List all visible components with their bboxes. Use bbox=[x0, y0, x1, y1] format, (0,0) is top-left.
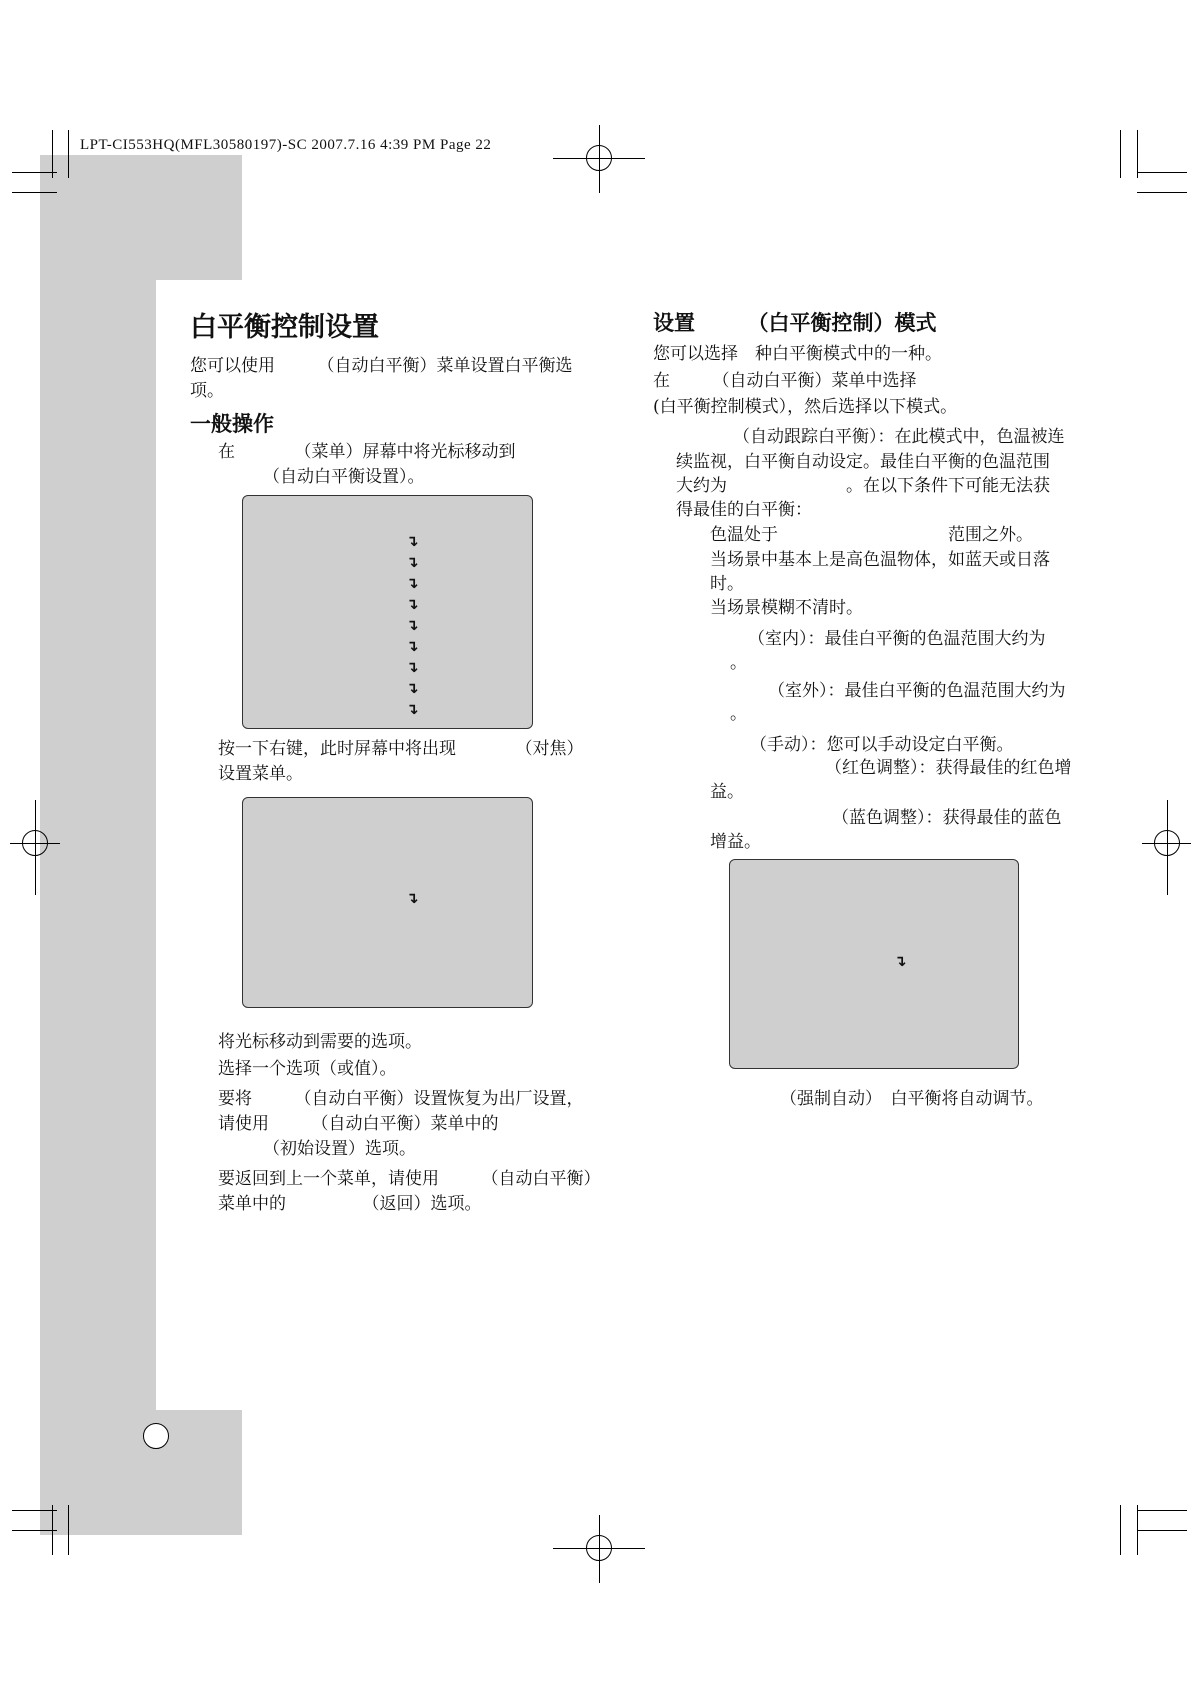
step5-line1: 要将 （自动白平衡）设置恢复为出厂设置， bbox=[218, 1089, 584, 1109]
step3: 将光标移动到需要的选项。 bbox=[218, 1032, 422, 1052]
section-heading: 一般操作 bbox=[190, 412, 274, 436]
wb-arrow: ↴ bbox=[894, 952, 907, 970]
registration-mark-bottom bbox=[599, 1515, 600, 1583]
atw-line1: （自动跟踪白平衡）：在此模式中，色温被连 bbox=[733, 427, 1065, 447]
crop-mark bbox=[12, 1510, 57, 1511]
step1-line2: （自动白平衡设置）。 bbox=[263, 467, 425, 487]
page-number-circle bbox=[143, 1423, 169, 1449]
step4: 选择一个选项（或值）。 bbox=[218, 1059, 397, 1079]
indoor-line2: 。 bbox=[730, 653, 747, 673]
registration-mark-top bbox=[599, 125, 600, 193]
step6-line2: 菜单中的 （返回）选项。 bbox=[218, 1194, 482, 1214]
wb-screen-box bbox=[729, 859, 1019, 1069]
crop-mark bbox=[1120, 130, 1121, 178]
right-intro-2: 在 （自动白平衡）菜单中选择 bbox=[653, 371, 917, 391]
right-intro-1: 您可以选择 种白平衡模式中的一种。 bbox=[653, 344, 942, 364]
manual-line5: 增益。 bbox=[710, 832, 761, 852]
step5-line3: （初始设置）选项。 bbox=[263, 1139, 416, 1159]
menu-arrow: ↴ bbox=[406, 700, 419, 718]
side-tab-bottom bbox=[40, 1410, 242, 1535]
registration-mark-left bbox=[35, 800, 36, 895]
crop-mark bbox=[1137, 1510, 1187, 1511]
menu-screen-box bbox=[242, 495, 533, 729]
atw-line4: 得最佳的白平衡： bbox=[676, 500, 812, 520]
menu-arrow: ↴ bbox=[406, 658, 419, 676]
print-header: LPT-CI553HQ(MFL30580197)-SC 2007.7.16 4:39 PM Page 22 bbox=[80, 137, 492, 153]
step1-line1: 在 （菜单）屏幕中将光标移动到 bbox=[218, 442, 516, 462]
outdoor-line1: （室外）：最佳白平衡的色温范围大约为 bbox=[768, 681, 1066, 701]
side-bar bbox=[40, 155, 156, 1535]
condition-2-line2: 时。 bbox=[710, 574, 744, 594]
crop-mark bbox=[1137, 172, 1187, 173]
menu-arrow: ↴ bbox=[406, 574, 419, 592]
crop-mark bbox=[12, 172, 57, 173]
right-title: 设置 （白平衡控制）模式 bbox=[653, 311, 937, 335]
force-auto: （强制自动） 白平衡将自动调节。 bbox=[780, 1089, 1044, 1109]
indoor-line1: （室内）：最佳白平衡的色温范围大约为 bbox=[748, 629, 1046, 649]
right-intro-3: (白平衡控制模式），然后选择以下模式。 bbox=[653, 397, 958, 417]
page-title: 白平衡控制设置 bbox=[190, 312, 379, 343]
atw-line2: 续监视，白平衡自动设定。最佳白平衡的色温范围 bbox=[676, 452, 1050, 472]
step6-line1: 要返回到上一个菜单，请使用 （自动白平衡） bbox=[218, 1169, 601, 1189]
step5-line2: 请使用 （自动白平衡）菜单中的 bbox=[218, 1114, 499, 1134]
condition-3: 当场景模糊不清时。 bbox=[710, 598, 863, 618]
manual-line3: 益。 bbox=[710, 782, 744, 802]
condition-1: 色温处于 范围之外。 bbox=[710, 525, 1033, 545]
focus-arrow: ↴ bbox=[406, 889, 419, 907]
crop-mark bbox=[1137, 1530, 1187, 1531]
manual-line2: （红色调整）：获得最佳的红色增 bbox=[825, 758, 1072, 778]
outdoor-line2: 。 bbox=[730, 704, 747, 724]
crop-mark bbox=[1137, 192, 1187, 193]
registration-mark-right bbox=[1167, 800, 1168, 895]
step2-line2: 设置菜单。 bbox=[218, 764, 303, 784]
left-intro-2: 项。 bbox=[190, 381, 224, 401]
menu-arrow: ↴ bbox=[406, 679, 419, 697]
menu-arrow: ↴ bbox=[406, 553, 419, 571]
step2-line1: 按一下右键，此时屏幕中将出现 （对焦） bbox=[218, 739, 584, 759]
left-intro-1: 您可以使用 （自动白平衡）菜单设置白平衡选 bbox=[190, 356, 573, 376]
crop-mark bbox=[1137, 130, 1138, 178]
atw-line3: 大约为 。在以下条件下可能无法获 bbox=[676, 476, 1050, 496]
focus-screen-box bbox=[242, 797, 533, 1008]
crop-mark bbox=[68, 130, 69, 178]
menu-arrow: ↴ bbox=[406, 532, 419, 550]
manual-line1: （手动）：您可以手动设定白平衡。 bbox=[750, 735, 1014, 755]
crop-mark bbox=[12, 192, 57, 193]
menu-arrow: ↴ bbox=[406, 637, 419, 655]
crop-mark bbox=[1120, 1505, 1121, 1555]
condition-2-line1: 当场景中基本上是高色温物体，如蓝天或日落 bbox=[710, 550, 1050, 570]
menu-arrow: ↴ bbox=[406, 616, 419, 634]
menu-arrow: ↴ bbox=[406, 595, 419, 613]
crop-mark bbox=[68, 1505, 69, 1555]
crop-mark bbox=[12, 1530, 57, 1531]
manual-line4: （蓝色调整）：获得最佳的蓝色 bbox=[832, 808, 1062, 828]
crop-mark bbox=[52, 130, 53, 178]
